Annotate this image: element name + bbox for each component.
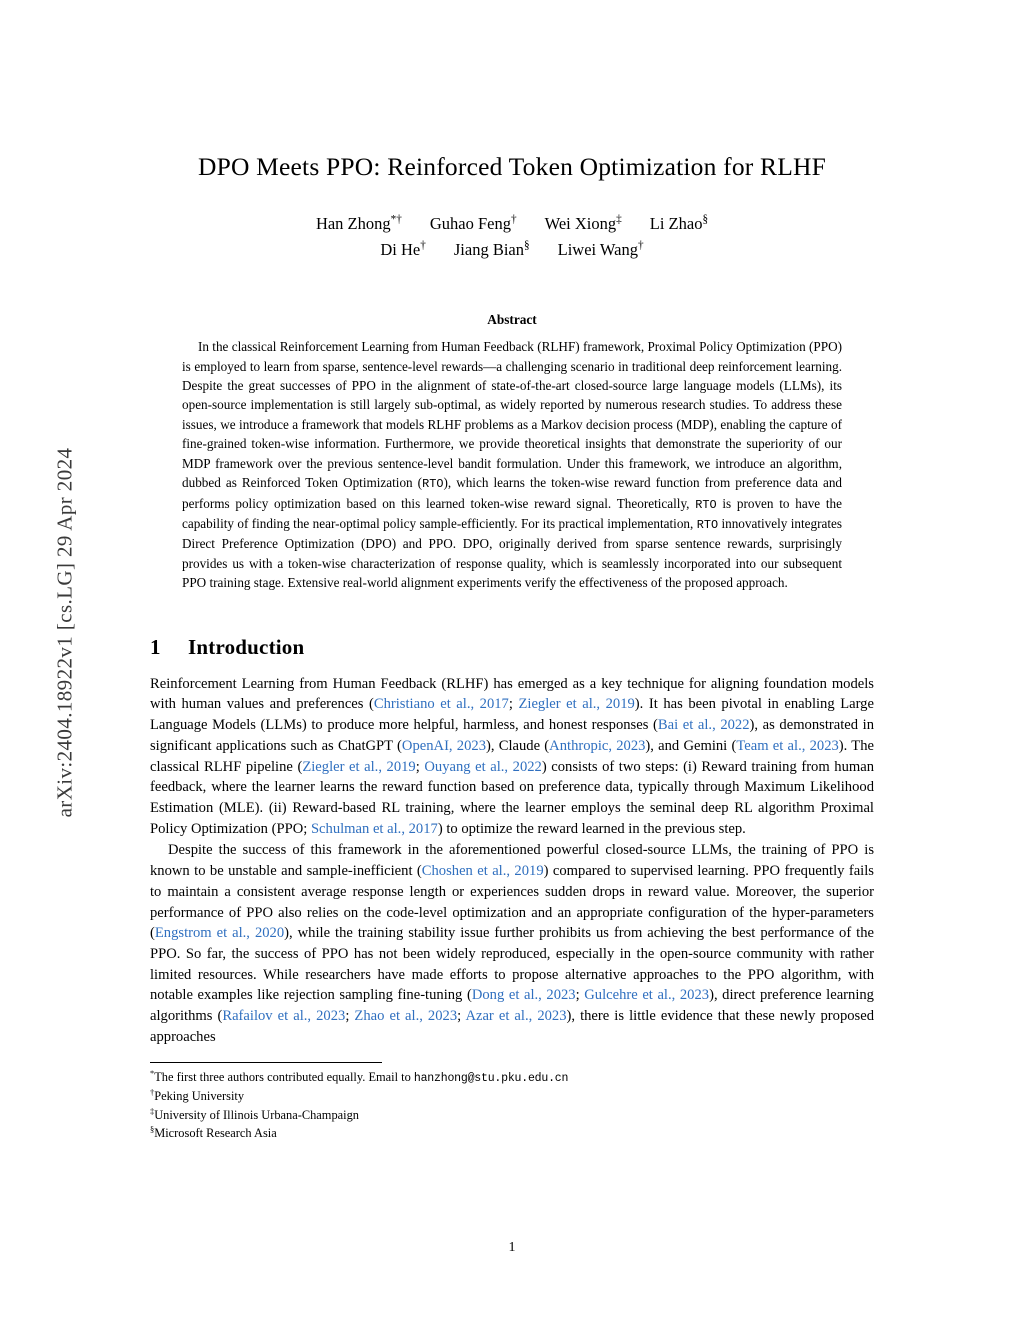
citation-link[interactable]: Engstrom et al., 2020 — [154, 925, 285, 942]
citation-link[interactable]: Ouyang et al., 2022 — [424, 758, 542, 775]
author-affil-mark: *† — [390, 213, 402, 226]
author: Li Zhao§ — [649, 213, 709, 234]
section-heading-introduction — [150, 635, 874, 660]
abstract-section — [182, 312, 842, 592]
footnote-1 — [150, 1069, 874, 1087]
algorithm-name: RTO — [695, 497, 717, 512]
author: Di He† — [380, 239, 426, 259]
citation-link[interactable]: Azar et al., 2023 — [465, 1008, 567, 1025]
author: Wei Xiong‡ — [544, 213, 622, 234]
author: Liwei Wang† — [557, 239, 644, 259]
footnote-rule — [150, 1062, 382, 1063]
citation-link[interactable]: Dong et al., 2023 — [471, 987, 576, 1004]
page-number: 1 — [508, 1240, 516, 1255]
citation-link[interactable]: Team et al., 2023 — [736, 737, 839, 754]
citation-link[interactable]: Gulcehre et al., 2023 — [584, 987, 710, 1004]
author-row-1 — [150, 211, 874, 237]
author-affil-mark: ‡ — [616, 213, 622, 226]
author-affil-mark: § — [524, 239, 530, 252]
author: Guhao Feng† — [429, 213, 517, 234]
footnote-text: The first three authors contributed equally. Email to — [154, 1069, 414, 1084]
section-title: Introduction — [188, 634, 305, 659]
arxiv-identifier-stamp: arXiv:2404.18922v1 [cs.LG] 29 Apr 2024 — [52, 447, 77, 818]
footnotes — [150, 1069, 874, 1143]
section-number: 1 — [150, 634, 161, 659]
footnote-text: Microsoft Research Asia — [154, 1126, 277, 1141]
citation-link[interactable]: Anthropic, 2023 — [549, 737, 646, 754]
footnote-mark: ‡ — [150, 1105, 155, 1116]
footnote-mark: † — [150, 1086, 155, 1097]
author: Jiang Bian§ — [453, 239, 530, 259]
intro-paragraph-2: Despite the success of this framework in the aforementioned powerful closed-source LLMs, the training of PPO is known to be unstable and sample-inefficient (Choshen et al., 2019) compared to supervised learning. PPO frequently fails to maintain a consistent average response length or experiences sudden drops in reward value. Moreover, the superior performance of PPO also relies on the code-level optimization and an appropriate configuration of the hyper-parameters (Engstrom et al., 2020), while the training stability issue further prohibits us from achieving the best performance of the PPO. So far, the success of PPO has not been widely reproduced, especially in the open-source community with rather limited resources. While researchers have made efforts to propose alternative approaches to the PPO algorithm, with notable examples like rejection sampling fine-tuning (Dong et al., 2023; Gulcehre et al., 2023), direct preference learning algorithms (Rafailov et al., 2023; Zhao et al., 2023; Azar et al., 2023), there is little evidence that these newly proposed approaches — [150, 842, 875, 1045]
author-affil-mark: § — [702, 213, 709, 226]
citation-link[interactable]: Ziegler et al., 2019 — [518, 696, 635, 713]
author-affil-mark: † — [638, 239, 644, 252]
algorithm-name: RTO — [696, 518, 719, 533]
citation-link[interactable]: Zhao et al., 2023 — [354, 1008, 458, 1025]
citation-link[interactable]: OpenAI, 2023 — [401, 737, 486, 754]
abstract-heading: Abstract — [487, 312, 537, 328]
author-row-2 — [150, 237, 874, 263]
contact-email[interactable]: hanzhong@stu.pku.edu.cn — [413, 1071, 569, 1085]
footnote-4 — [150, 1125, 874, 1143]
author-affil-mark: † — [510, 213, 517, 226]
footnote-3 — [150, 1107, 874, 1125]
citation-link[interactable]: Christiano et al., 2017 — [373, 696, 509, 713]
author: Han Zhong*† — [315, 213, 402, 234]
intro-paragraph-1: Reinforcement Learning from Human Feedback (RLHF) has emerged as a key technique for aligning foundation models with human values and preferences (Christiano et al., 2017; Ziegler et al., 2019). It has been pivotal in enabling Large Language Models (LLMs) to produce more helpful, harmless, and honest responses (Bai et al., 2022), as demonstrated in significant applications such as ChatGPT (OpenAI, 2023), Claude (Anthropic, 2023), and Gemini (Team et al., 2023). The classical RLHF pipeline (Ziegler et al., 2019; Ouyang et al., 2022) consists of two steps: (i) Reward training from human feedback, where the learner learns the reward function based on preference data, typically through Maximum Likelihood Estimation (MLE). (ii) Reward-based RL training, where the learner employs the seminal deep RL algorithm Proximal Policy Optimization (PPO; Schulman et al., 2017) to optimize the reward learned in the previous step. — [150, 675, 874, 837]
citation-link[interactable]: Ziegler et al., 2019 — [302, 758, 416, 775]
footnote-2 — [150, 1088, 874, 1106]
author-affil-mark: † — [420, 239, 426, 252]
citation-link[interactable]: Choshen et al., 2019 — [421, 863, 544, 880]
paper-title: DPO Meets PPO: Reinforced Token Optimization for RLHF — [197, 152, 827, 181]
abstract-text: In the classical Reinforcement Learning from Human Feedback (RLHF) framework, Proximal Policy Optimization (PPO) is employed to learn from sparse, sentence-level rewards—a challenging scenario in traditional deep reinforcement learning. Despite the great successes of PPO in the alignment of state-of-the-art closed-source large language models (LLMs), its open-source implementation is still largely sub-optimal, as widely reported by numerous research studies. To address these issues, we introduce a framework that models RLHF problems as a Markov decision process (MDP), enabling the capture of fine-grained token-wise information. Furthermore, we provide theoretical insights that demonstrate the superiority of our MDP framework over the previous sentence-level bandit formulation. Under this framework, we introduce an algorithm, dubbed as Reinforced Token Optimization (RTO), which learns the token-wise reward function from preference data and performs policy optimization based on this learned token-wise reward signal. Theoretically, RTO is proven to have the capability of finding the near-optimal policy sample-efficiently. For its practical implementation, RTO innovatively integrates Direct Preference Optimization (DPO) and PPO. DPO, originally derived from sparse sentence rewards, surprisingly provides us with a token-wise characterization of response quality, which is seamlessly incorporated into our subsequent PPO training stage. Extensive real-world alignment experiments verify the effectiveness of the proposed approach. — [182, 339, 843, 591]
paper-content — [150, 150, 874, 1144]
footnote-mark: * — [150, 1067, 155, 1078]
author-list — [150, 211, 874, 262]
citation-link[interactable]: Bai et al., 2022 — [657, 717, 750, 734]
citation-link[interactable]: Rafailov et al., 2023 — [222, 1008, 346, 1025]
footnote-text: University of Illinois Urbana-Champaign — [154, 1107, 359, 1122]
citation-link[interactable]: Schulman et al., 2017 — [310, 820, 438, 837]
footnote-text: Peking University — [154, 1088, 245, 1103]
algorithm-name: RTO — [422, 477, 444, 492]
footnote-mark: § — [150, 1124, 155, 1135]
